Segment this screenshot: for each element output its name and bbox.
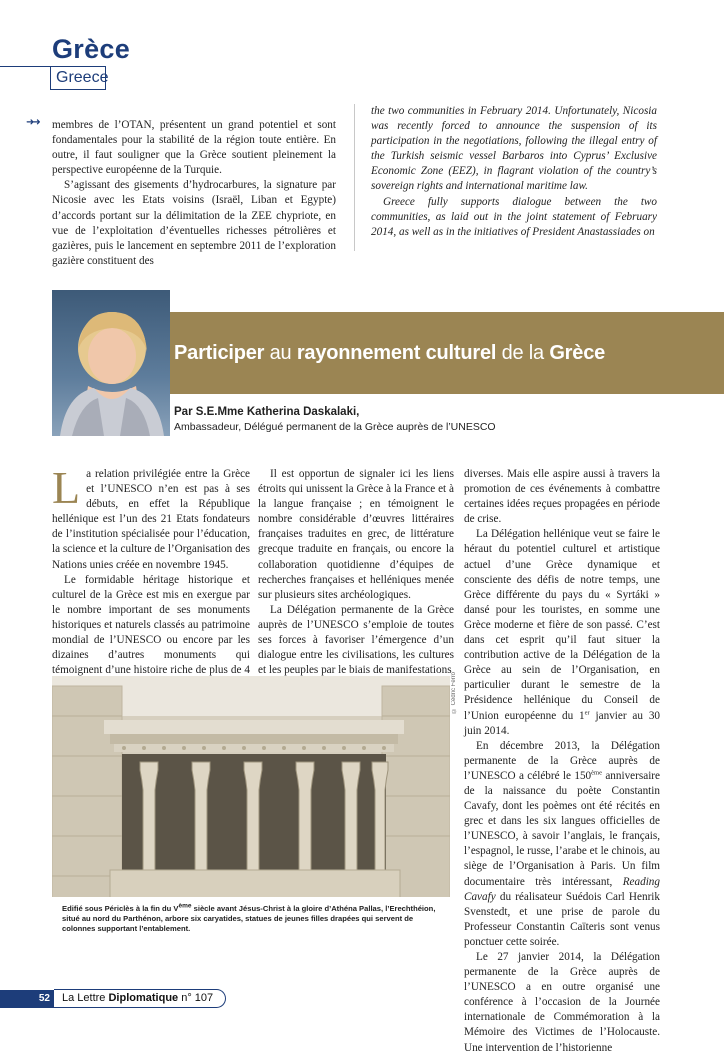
paragraph: S’agissant des gisements d’hydrocarbures, la signature par Nicosie avec les Etats voisins (Israël, Liban et Egypte) d’accords portant sur la délimitation de la ZEE chypriote, en vue de l’exploitation d’éventuelles richesses pétrolières et gazières, puis le lancement en septembre 2011 de l’exploration gazière constituent des bbox=[52, 179, 336, 267]
text: anniversaire de la naissance du poète Constantin Cavafy, dont les poèmes ont été récités en grec et dans les six langues officielles de l’UNESCO, à savoir l’anglais, le français, l’espagnol, le russe, l’arabe et le chinois, au siège de l’Organisation à Paris. Un film documentaire très intéressant, bbox=[464, 769, 660, 888]
pub-text: n° 107 bbox=[178, 992, 214, 1004]
paragraph: Il est opportun de signaler ici les liens étroits qui unissent la Grèce à la France et à la langue française ; en témoignent le nombre considérable d’œuvres littéraires françaises traduites en grec, de littérature grecque traduite en français, ou encore la collaboration quotidienne d’équipes de recherches françaises et helléniques menée sur plusieurs sites archéologiques. bbox=[258, 468, 454, 601]
article-column-3 bbox=[464, 467, 660, 1056]
paragraph-text: a relation privilégiée entre la Grèce et l’UNESCO n’en est pas à ses débuts, en effet la République hellénique est l’un des 21 Etats fondateurs de l’institution spécialisée pour l’éducation, la science et la culture de l’Organisation des Nations unies créée en novembre 1945. bbox=[52, 468, 250, 571]
pub-text: La Lettre bbox=[62, 992, 109, 1004]
publication-name bbox=[62, 992, 213, 1004]
title-part: de la bbox=[496, 342, 550, 364]
superscript: ème bbox=[591, 769, 602, 777]
article-title bbox=[174, 342, 605, 365]
page-number: 52 bbox=[38, 993, 50, 1004]
paragraph: diverses. Mais elle aspire aussi à travers la promotion de ces événements à combattre certaines idées reçues propagées en période de crise. bbox=[464, 468, 660, 526]
title-part: rayonnement culturel bbox=[296, 342, 497, 364]
paragraph bbox=[464, 527, 660, 738]
paragraph: Le 27 janvier 2014, la Délégation permanente de la Grèce auprès de l’UNESCO a en outre organisé une conférence à l’occasion de la Journée internationale de Commémoration à la Mémoire des Victimes de l’Holocauste. Une intervention de l’historienne bbox=[464, 951, 660, 1054]
top-right-column bbox=[371, 104, 657, 240]
header-rule bbox=[0, 66, 50, 67]
paragraph bbox=[464, 739, 660, 950]
photo-credit: © Cédric Ferro bbox=[451, 672, 457, 714]
title-part: Participer bbox=[174, 342, 265, 364]
paragraph: membres de l’OTAN, présentent un grand potentiel et sont fondamentales pour la stabilité de la région toute entière. En outre, il faut souligner que la Grèce soutient pleinement la perspective européenne de la Turquie. bbox=[52, 119, 336, 177]
column-divider bbox=[354, 104, 355, 251]
paragraph: Greece fully supports dialogue between the two communities, as laid out in the joint statement of February 2014, as well as in the initiatives of President Anastassiades on bbox=[371, 195, 657, 238]
film-title: Reading Cavafy bbox=[464, 875, 660, 903]
author-name: Par S.E.Mme Katherina Daskalaki, bbox=[174, 406, 360, 418]
dropcap: L bbox=[52, 462, 81, 513]
text: du réalisateur Suédois Carl Henrik Svenstedt, et une prise de parole du Professeur Constantin Caïteris sont venus ponctuer cette soirée. bbox=[464, 890, 660, 948]
superscript: ème bbox=[178, 902, 192, 910]
title-part: Grèce bbox=[549, 342, 606, 364]
caption-text: Edifié sous Périclès à la fin du V bbox=[62, 904, 179, 913]
page-title: Grèce bbox=[52, 34, 131, 64]
article-column-1 bbox=[52, 462, 250, 693]
author-portrait bbox=[52, 290, 170, 436]
arrow-icon: ➜➜ bbox=[26, 117, 39, 128]
text: La Délégation hellénique veut se faire le héraut du potentiel culturel et artistique actuel d’une Grèce dynamique et consciente des défis de notre temps, une Grèce différente du pays du « Syrtáki » dansé pour les touristes, en somme une Grèce moderne et fière de son passé. C’est dans cet esprit qu’il faut situer la contribution active de la Délégation de la Grèce au sein de l’Organisation, en particulier durant le semestre de la Présidence hellénique du Conseil de l’Union européenne du 1 bbox=[464, 528, 660, 722]
top-left-column bbox=[52, 118, 336, 269]
paragraph: the two communities in February 2014. Unfortunately, Nicosia was recently forced to announce the suspension of its participation in the negotiations, following the illegal entry of the Turkish seismic vessel Barbaros into Cyprus’ Exclusive Economic Zone (EEZ), in flagrant violation of the country’s sovereign rights and international maritime law. bbox=[371, 105, 657, 193]
title-part: au bbox=[264, 342, 297, 364]
pub-text: Diplomatique bbox=[108, 992, 179, 1004]
paragraph bbox=[52, 462, 250, 573]
paragraph: La Délégation permanente de la Grèce auprès de l’UNESCO s’emploie de toutes ses forces à favoriser l’émergence d’un dialogue entre les civilisations, les cultures et les peuples par le biais de manifestations bbox=[258, 603, 454, 677]
paragraph: Le formidable héritage historique et culturel de la Grèce est mis en exergue par le nombre important de ses monuments historiques et naturels classés au patrimoine mondial de l’UNESCO ou encore par les dizaines d’autres monuments qui témoignent d’une histoire riche de plus de 4 bbox=[52, 573, 250, 677]
author-role: Ambassadeur, Délégué permanent de la Grèce auprès de l’UNESCO bbox=[174, 421, 496, 433]
superscript: er bbox=[584, 708, 590, 716]
caption-text: siècle avant Jésus-Christ à la gloire d’Athéna Pallas, l’Erechthéion, situé au nord du Parthénon, arbore six caryatides, statues de jeunes filles drapées qui servent de colonnes supportant l’entablement. bbox=[62, 904, 436, 933]
article-column-2 bbox=[258, 467, 454, 678]
text: janvier au 30 juin 2014. bbox=[464, 709, 661, 737]
text: En décembre 2013, la Délégation permanente de la Grèce auprès de l’UNESCO a célébré le 150 bbox=[464, 739, 660, 782]
page-subtitle: Greece bbox=[56, 69, 109, 86]
photo-caption bbox=[52, 897, 450, 940]
